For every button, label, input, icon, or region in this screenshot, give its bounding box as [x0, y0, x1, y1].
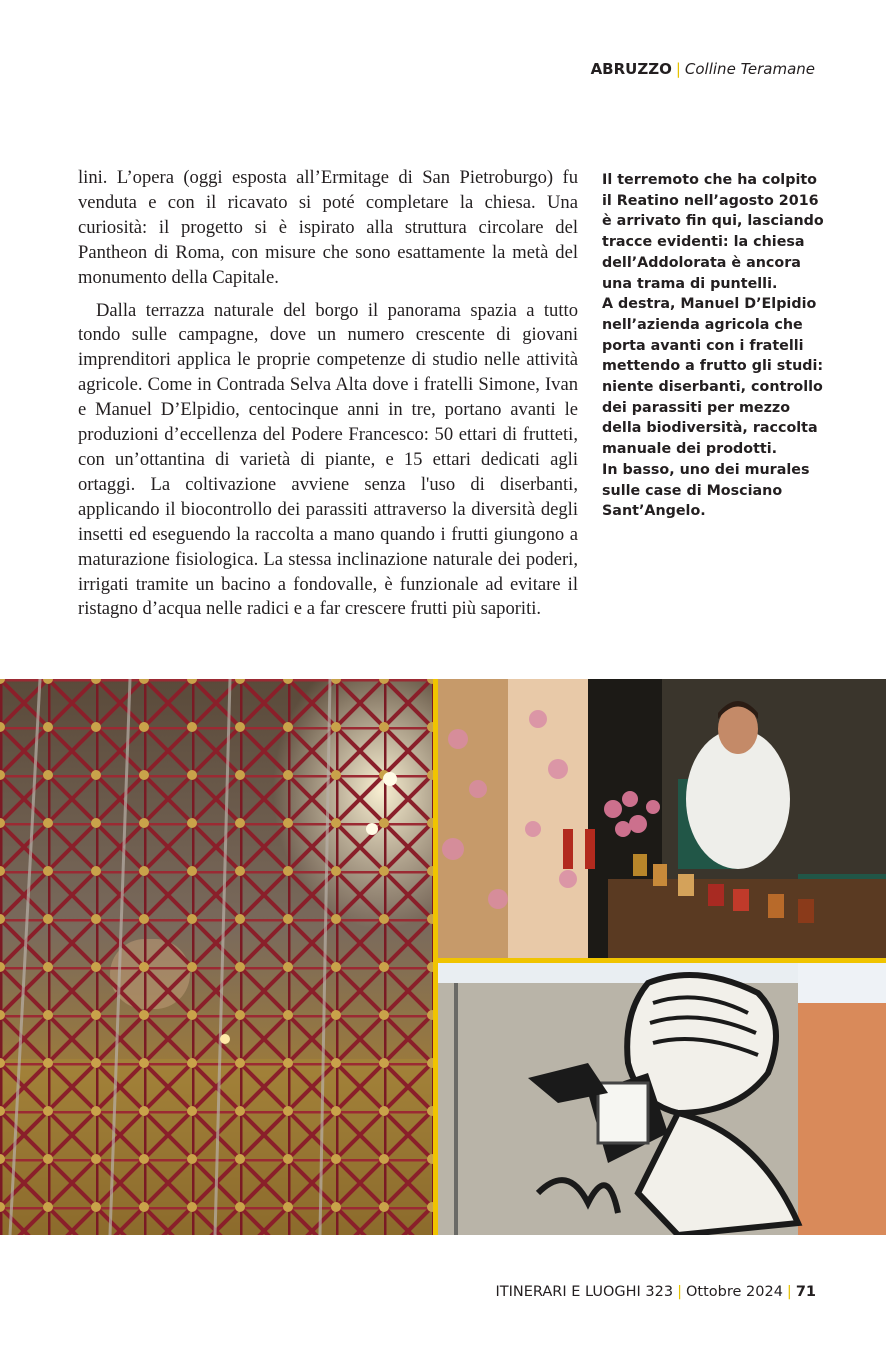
article-body	[78, 166, 578, 622]
running-head	[591, 60, 815, 78]
page-footer	[495, 1284, 816, 1300]
article-paragraph-1: lini. L’opera (oggi esposta all’Ermitage di San Pietroburgo) fu venduta e con il ricavato si poté completare la chiesa. Una curiosità: il progetto si è ispirato alla struttura circolare del Pantheon di Roma, con misure che sono esattamente la metà del monumento della Capitale.	[78, 167, 578, 288]
header-region: ABRUZZO	[590, 60, 672, 78]
caption-mural: In basso, uno dei murales sulle case di Mosciano Sant’Angelo.	[602, 461, 810, 520]
header-separator: |	[675, 60, 681, 78]
footer-issue-date: Ottobre 2024	[685, 1284, 783, 1300]
photo-caption	[602, 170, 824, 522]
caption-church: Il terremoto che ha colpito il Reatino nell’agosto 2016 è arrivato fin qui, lasciando tracce evidenti: la chiesa dell’Addolorata è ancora una trama di puntelli.	[602, 172, 824, 292]
footer-magazine: ITINERARI E LUOGHI 323	[495, 1284, 674, 1300]
article-paragraph-2: Dalla terrazza naturale del borgo il panorama spazia a tutto tondo sulle campagne, dove un numero crescente di giovani imprenditori applica le proprie competenze di studio nelle attività agricole. Come in Contrada Selva Alta dove i fratelli Simone, Ivan e Manuel D’Elpidio, centocinque anni in tre, portano avanti le produzioni d’eccellenza del Podere Francesco: 50 ettari di frutteti, con un’ottantina di varietà di piante, e 15 ettari dedicati agli ortaggi. La coltivazione avviene senza l'uso di diserbanti, applicando il biocontrollo dei parassiti attraverso la diversità degli insetti ed eseguendo la raccolta a mano quando i frutti giungono a maturazione fisiologica. La stessa inclinazione naturale dei poderi, irrigati tramite un bacino a fondovalle, è funzionale ad evitare il ristagno d’acqua nelle radici e a far crescere frutti più saporiti.	[78, 299, 578, 620]
footer-separator-2: |	[786, 1284, 792, 1300]
header-area: Colline Teramane	[684, 60, 815, 78]
footer-separator-1: |	[677, 1284, 682, 1300]
church-scaffolding-photo	[0, 679, 433, 1235]
farmer-portrait-photo	[438, 679, 886, 958]
caption-farmer: A destra, Manuel D’Elpidio nell’azienda agricola che porta avanti con i fratelli mettendo a frutto gli studi: niente diserbanti, controllo dei parassiti per mezzo della biodiversità, raccolta manuale dei prodotti.	[602, 296, 824, 458]
page-number: 71	[795, 1284, 816, 1300]
mural-photo	[438, 963, 886, 1235]
